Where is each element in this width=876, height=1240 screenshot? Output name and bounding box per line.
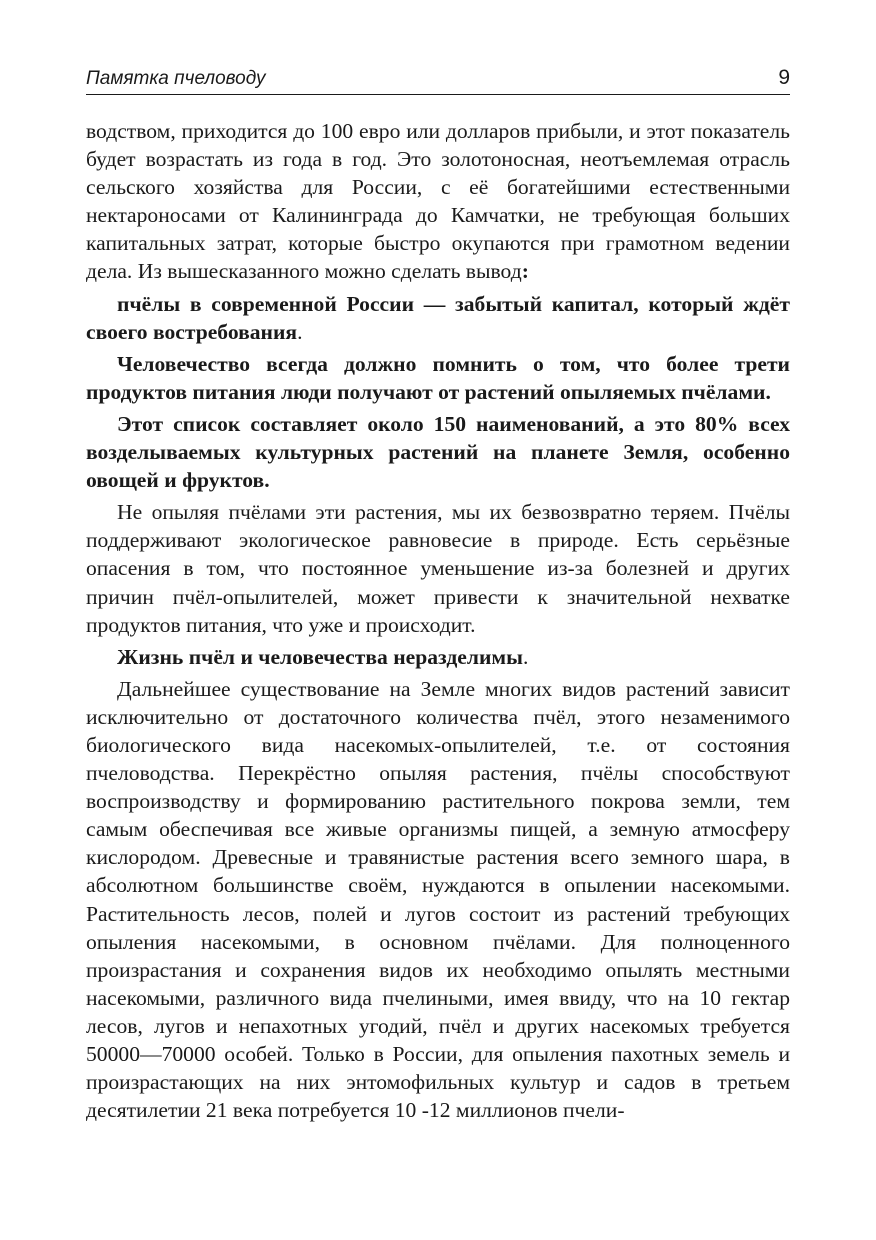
paragraph-one-third-food-text: Человечество всегда должно помнить о том, что более трети продуктов питания люди получают от растений опыляемых пчёлами. xyxy=(86,351,790,404)
paragraph-pollination-need-text: Дальнейшее существование на Земле многих видов растений зависит исключительно от достаточного количества пчёл, этого незаменимого биологического вида насекомых-опылителей, т.е. от состояния пчеловодства. Перекрёстно опыляя растения, пчёлы способствуют воспроизводству и формированию растительного покрова земли, тем самым обеспечивая все живые организмы пищей, а земную атмосферу кислородом. Древесные и травянистые растения всего земного шара, в абсолютном большинстве своём, нуждаются в опылении насекомыми. Растительность лесов, полей и лугов состоит из растений требующих опыления насекомыми, в основном пчёлами. Для полноценного произрастания и сохранения видов их необходимо опылять местными насекомыми, различного вида пчелиными, имея ввиду, что на 10 гектар лесов, лугов и непахотных угодий, пчёл и других насекомых требуется 50000—70000 особей. Только в России, для опыления пахотных земель и произрастающих на них энтомофильных культур и садов в третьем десятилетии 21 века потребуется 10 -12 миллионов пчели- xyxy=(86,676,790,1123)
body-text xyxy=(86,117,790,1124)
paragraph-inseparable-period: . xyxy=(522,644,529,669)
book-page xyxy=(86,64,790,1124)
paragraph-inseparable xyxy=(86,643,790,671)
paragraph-forgotten-capital-text: пчёлы в современной России — забытый капитал, который ждёт своего востребования xyxy=(86,291,790,344)
paragraph-ecological-balance xyxy=(86,498,790,638)
paragraph-continuation xyxy=(86,117,790,286)
running-header-title: Памятка пчеловоду xyxy=(86,68,266,89)
paragraph-pollination-need xyxy=(86,675,790,1125)
paragraph-150-names-text: Этот список составляет около 150 наименований, а это 80% всех возделываемых культурных растений на планете Земля, особенно овощей и фруктов. xyxy=(86,411,790,493)
paragraph-inseparable-text: Жизнь пчёл и человечества неразделимы xyxy=(117,644,523,669)
running-header xyxy=(86,64,790,95)
page-number: 9 xyxy=(778,66,790,89)
paragraph-forgotten-capital xyxy=(86,290,790,346)
paragraph-ecological-balance-text: Не опыляя пчёлами эти растения, мы их безвозвратно теряем. Пчёлы поддерживают экологическое равновесие в природе. Есть серьёзные опасения в том, что постоянное уменьшение из-за болезней и других причин пчёл-опылителей, может привести к значительной нехватке продуктов питания, что уже и происходит. xyxy=(86,500,790,637)
paragraph-continuation-colon: : xyxy=(521,259,529,284)
paragraph-forgotten-capital-period: . xyxy=(297,319,303,344)
paragraph-continuation-text: водством, приходится до 100 евро или долларов прибыли, и этот показатель будет возрастать из года в год. Это золотоносная, неотъемлемая отрасль сельского хозяйства для России, с её богатейшими естественными нектароносами от Калининграда до Камчатки, не требующая больших капитальных затрат, которые быстро окупаются при грамотном ведении дела. Из вышесказанного можно сделать вывод xyxy=(86,119,790,284)
paragraph-one-third-food xyxy=(86,350,790,406)
paragraph-150-names xyxy=(86,410,790,494)
